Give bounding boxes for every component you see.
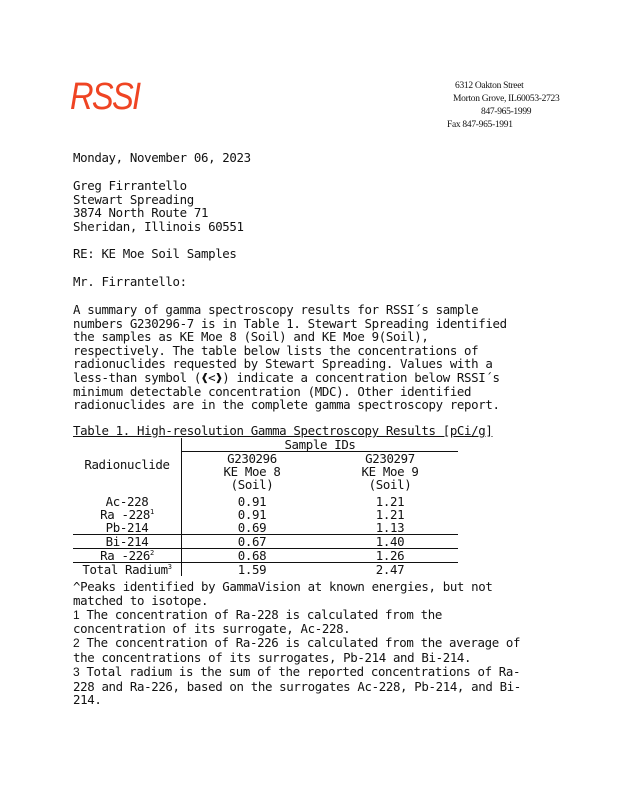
footnote-mark: 1 xyxy=(73,607,80,622)
table-row xyxy=(73,563,458,577)
nuclide-cell: Total Radium$^3$ xyxy=(73,563,182,577)
letter-date: Monday, November 06, 2023 xyxy=(73,150,251,165)
company-address xyxy=(445,80,559,132)
footnote-mark: 2 xyxy=(73,636,80,651)
fax-number: Fax 847-965-1991 xyxy=(447,120,513,130)
paragraph-line: A summary of gamma spectroscopy results for RSSI´s sample xyxy=(73,302,479,317)
value-cell: 0.91 xyxy=(237,507,267,522)
sample-name: KE Moe 9 xyxy=(361,464,419,479)
footnote-line: 214. xyxy=(73,692,102,708)
paragraph-line: radionuclides are in the complete gamma spectroscopy report. xyxy=(73,397,500,413)
table-row xyxy=(73,521,458,535)
subject-line: RE: KE Moe Soil Samples xyxy=(73,246,237,261)
value-cell: 0.68 xyxy=(182,549,323,563)
footnote-line: concentration of its surrogate, Ac-228. xyxy=(73,621,351,637)
paragraph-line: numbers G230296-7 is in Table 1. Stewart Spreading identified xyxy=(73,315,507,331)
paragraph-line: less-than symbol (❰<❱) indicate a concentration below RSSI´s xyxy=(73,369,500,385)
sample-matrix: (Soil) xyxy=(368,477,412,492)
sample-name: KE Moe 8 xyxy=(223,464,281,479)
footnote-1: 1 The concentration of Ra-228 is calculated from the xyxy=(73,606,442,622)
caret-note-line: ^Peaks identified by GammaVision at known energies, but not xyxy=(73,579,493,594)
radionuclide-header: Radionuclide xyxy=(73,438,182,491)
recipient-name: Greg Firrantello xyxy=(73,178,187,193)
table-row xyxy=(73,535,458,549)
value-cell: 2.47 xyxy=(375,562,405,577)
footnote-mark: 3 xyxy=(73,664,80,679)
rssi-logo: RSSI xyxy=(70,76,140,118)
caret-note-line: matched to isotope. xyxy=(73,592,209,608)
nuclide-cell: Bi-214 xyxy=(73,535,182,549)
results-table xyxy=(73,438,458,576)
salutation: Mr. Firrantello: xyxy=(73,274,187,289)
nuclide-cell: Pb-214 xyxy=(73,521,182,535)
recipient-company: Stewart Spreading xyxy=(73,191,194,207)
sample-header-2 xyxy=(322,452,458,492)
value-cell: 0.69 xyxy=(182,521,323,535)
sample-ids-header: Sample IDs xyxy=(182,438,459,452)
paragraph-line: respectively. The table below lists the concentrations of xyxy=(73,342,479,358)
value-cell: 1.21 xyxy=(375,494,405,509)
sample-matrix: (Soil) xyxy=(230,477,274,492)
value-cell: 0.67 xyxy=(182,535,323,549)
value-cell: 0.91 xyxy=(237,494,267,509)
footnote-3: 3 Total radium is the sum of the reported concentrations of Ra- xyxy=(73,663,521,679)
nuclide-cell: Ra $-228^1$ xyxy=(73,508,182,521)
phone-number: 847-965-1999 xyxy=(481,107,532,117)
address-city: Morton Grove, IL60053-2723 xyxy=(453,94,560,104)
sample-id: G230297 xyxy=(365,451,415,466)
address-street: 6312 Oakton Street xyxy=(455,81,524,91)
sample-header-1 xyxy=(182,452,323,492)
recipient-address xyxy=(73,179,244,233)
recipient-city: Sheridan, Illinois 60551 xyxy=(73,218,244,234)
value-cell: 1.59 xyxy=(237,562,267,577)
footnote-line: the concentrations of its surrogates, Pb-214 and Bi-214. xyxy=(73,649,472,665)
value-cell: 1.21 xyxy=(375,507,405,522)
paragraph-line: the samples as KE Moe 8 (Soil) and KE Moe 9(Soil), xyxy=(73,329,429,345)
table-caption: Table 1. High-resolution Gamma Spectroscopy Results [pCi/g] xyxy=(73,423,493,438)
paragraph-line: radionuclides requested by Stewart Spreading. Values with a xyxy=(73,356,493,372)
paragraph-line: minimum detectable concentration (MDC). Other identified xyxy=(73,383,472,399)
footnotes xyxy=(73,580,521,707)
summary-paragraph xyxy=(73,303,507,412)
nuclide-cell: Ac-228 xyxy=(73,495,182,508)
footnote-2: 2 The concentration of Ra-226 is calculated from the average of xyxy=(73,635,521,651)
value-cell: 1.40 xyxy=(322,535,458,549)
recipient-street: 3874 North Route 71 xyxy=(73,205,209,221)
table-row xyxy=(73,549,458,563)
footnote-line: 228 and Ra-226, based on the surrogates Ac-228, Pb-214, and Bi- xyxy=(73,678,521,694)
nuclide-cell: Ra $-226^2$ xyxy=(73,549,182,563)
sample-id: G230296 xyxy=(227,451,277,466)
value-cell: 1.26 xyxy=(322,549,458,563)
value-cell: 1.13 xyxy=(322,521,458,535)
